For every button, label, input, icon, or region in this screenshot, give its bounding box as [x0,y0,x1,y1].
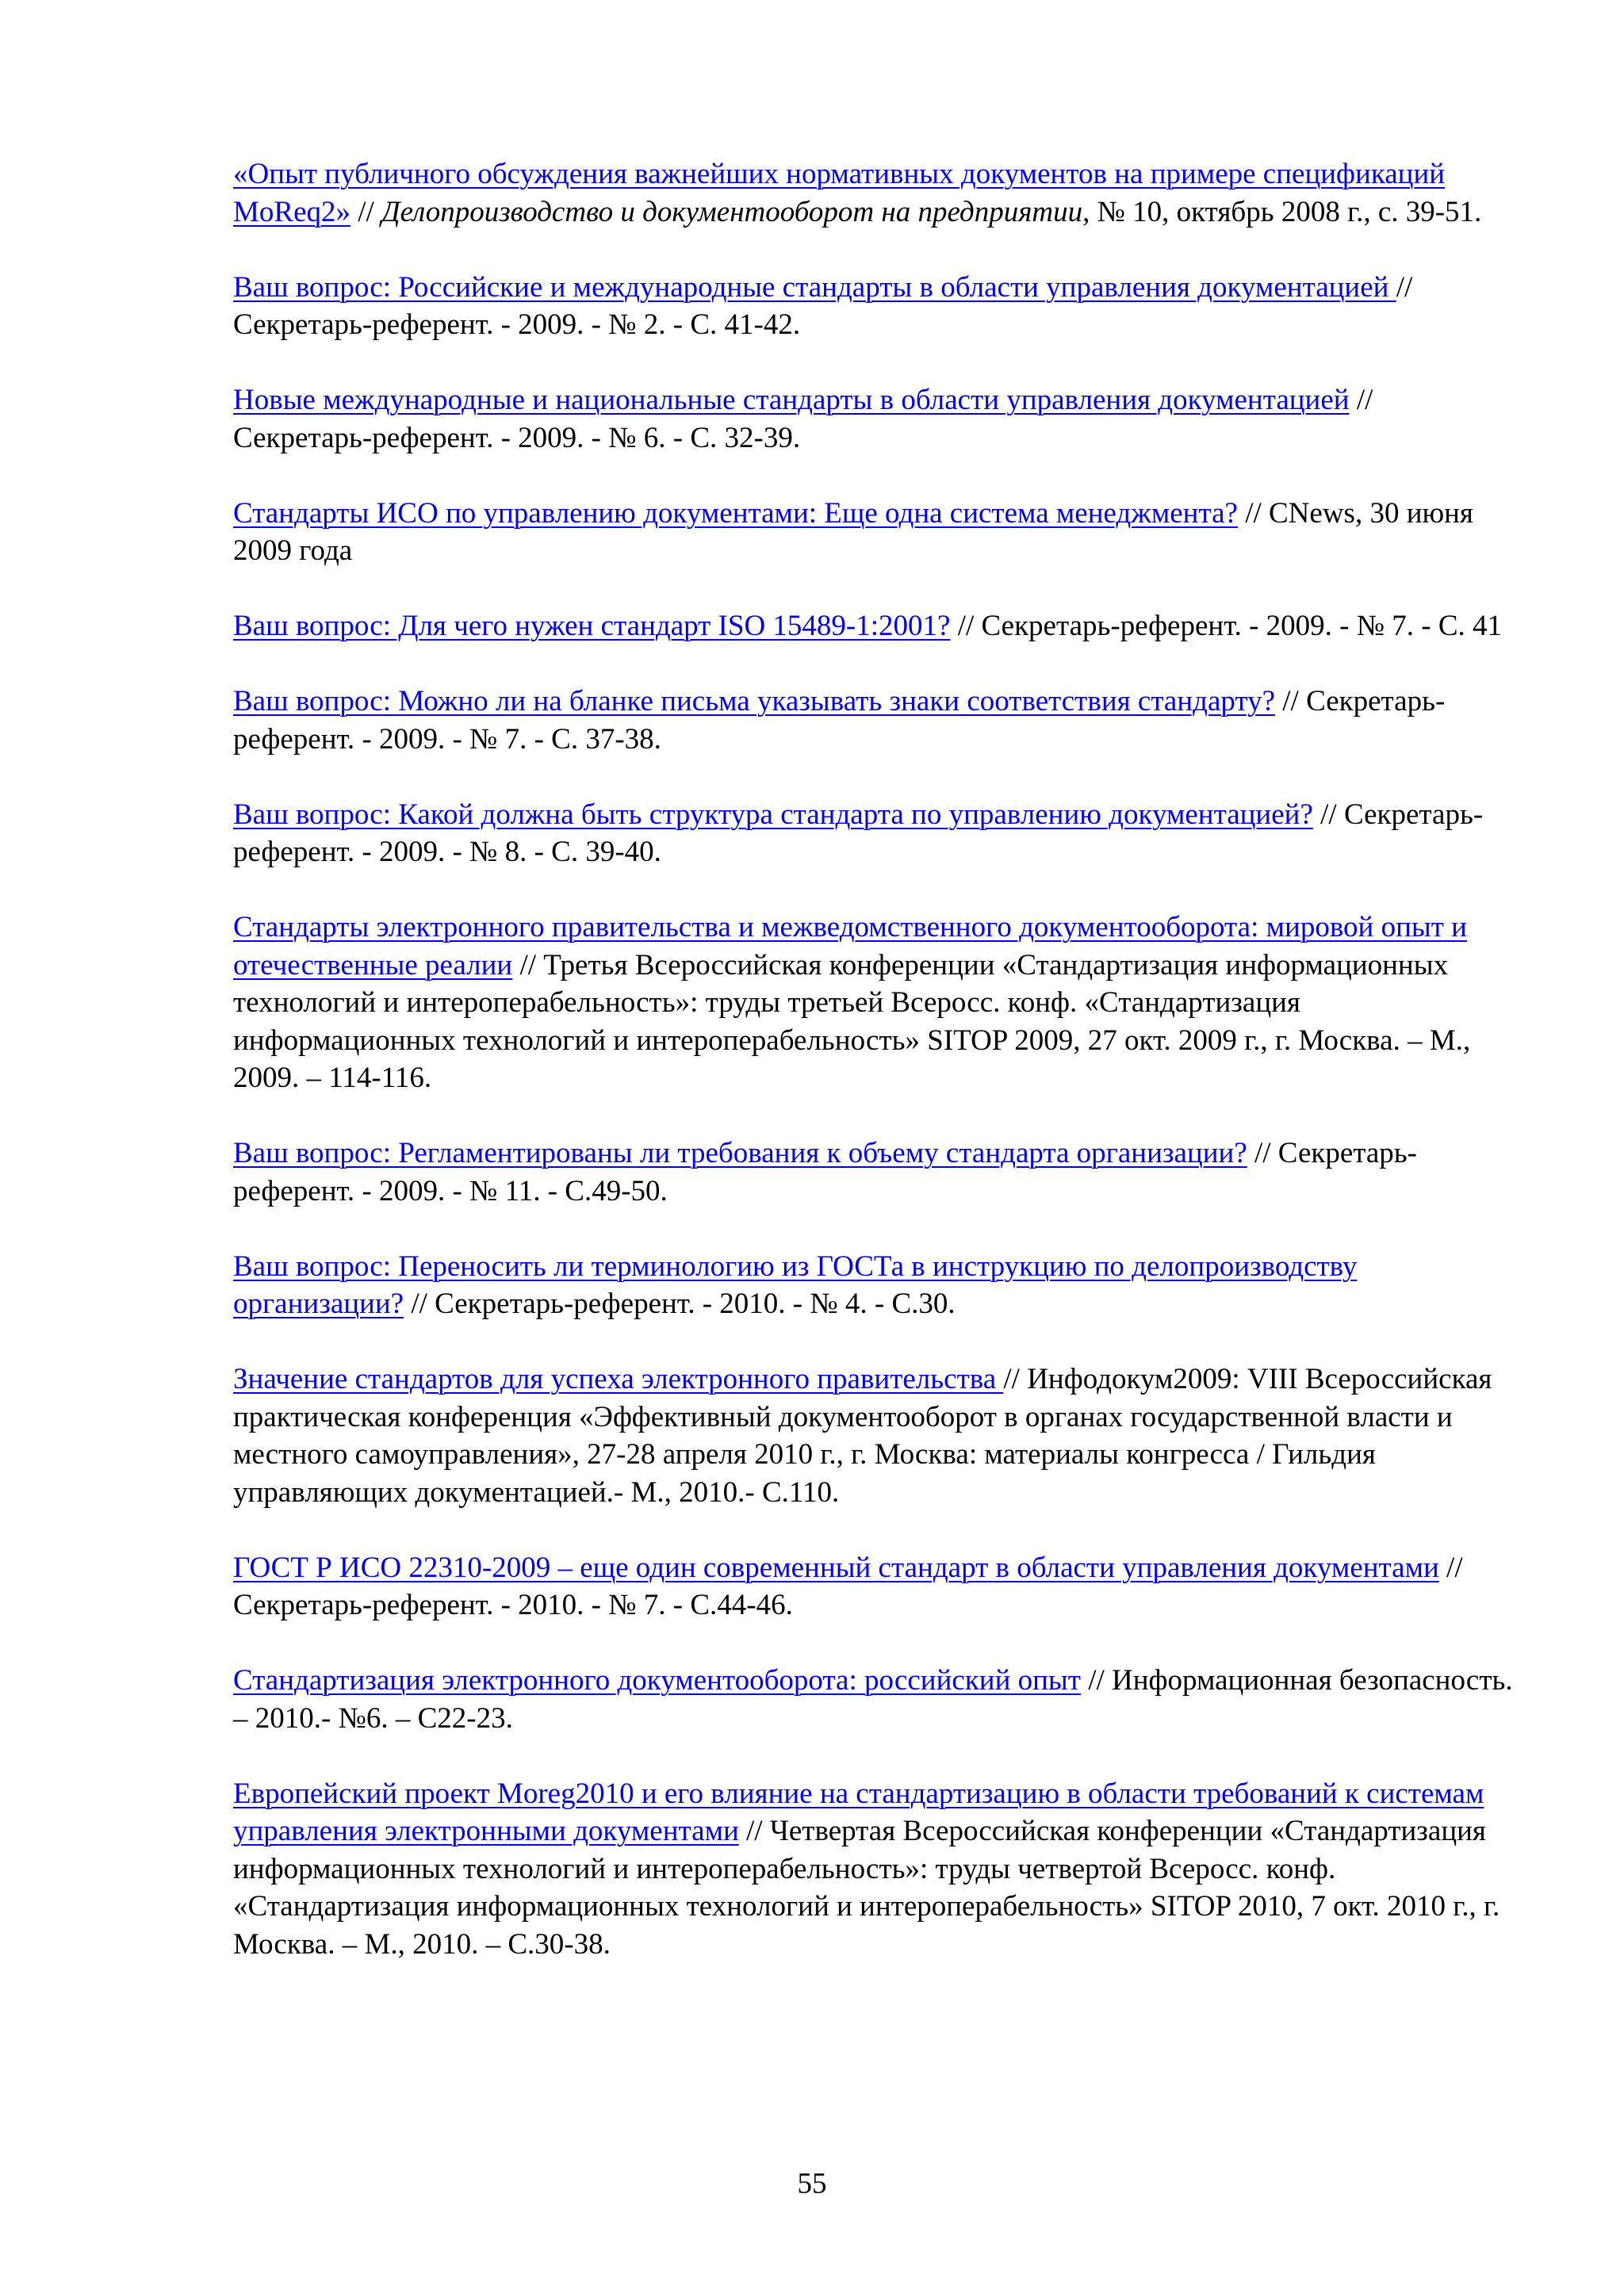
reference-item [233,1135,1518,1210]
reference-link[interactable]: «Опыт публичного обсуждения важнейших нормативных документов на примере спецификаций MoReq2» [233,158,1446,228]
reference-text: // Секретарь-референт. - 2010. - № 7. - С.44-46. [233,1551,1463,1621]
reference-text: // Секретарь-референт. - 2010. - № 4. - С.30. [404,1288,956,1320]
reference-text: // Четвертая Всероссийская конференции «Стандартизация информационных технологий и интероперабельность»: труды четвертой Всеросс. конф. «Стандартизация информационных технологий и интероперабельность» SITOP 2010, 7 окт. 2010 г., г. Москва. – М., 2010. – С.30-38. [233,1815,1500,1961]
reference-text-tail: , № 10, октябрь 2008 г., с. 39-51. [1082,195,1482,228]
reference-item [233,381,1518,457]
reference-item [233,1248,1518,1323]
reference-item [233,607,1518,645]
reference-text: // Информационная безопасность. – 2010.- №6. – С22-23. [233,1664,1513,1735]
page-number: 55 [797,2168,827,2200]
reference-source-italic: Делопроизводство и документооборот на предприятии [381,195,1083,228]
reference-text: // CNews, 30 июня 2009 года [233,496,1473,567]
reference-item [233,796,1518,871]
reference-link[interactable]: Ваш вопрос: Какой должна быть структура стандарта по управлению документацией? [233,798,1313,831]
reference-link[interactable]: Стандарты электронного правительства и межведомственного документооборота: мировой опыт и отечественные реалии [233,911,1467,982]
reference-text: // [350,195,382,228]
reference-link[interactable]: Ваш вопрос: Регламентированы ли требования к объему стандарта организации? [233,1137,1247,1169]
reference-link[interactable]: Ваш вопрос: Переносить ли терминологию из ГОСТа в инструкцию по делопроизводству организации? [233,1249,1358,1320]
reference-item [233,909,1518,1097]
reference-link[interactable]: Стандартизация электронного документооборота: российский опыт [233,1664,1081,1697]
reference-text: // Секретарь-референт. - 2009. - № 7. - С. 37-38. [233,685,1446,756]
reference-link[interactable]: Европейский проект Moreg2010 и его влияние на стандартизацию в области требований к системам управления электронными документами [233,1777,1484,1847]
reference-item [233,269,1518,344]
reference-text: // Секретарь-референт. - 2009. - № 8. - С. 39-40. [233,798,1484,868]
reference-item [233,1549,1518,1624]
reference-item [233,1662,1518,1737]
reference-list [233,155,1518,2001]
reference-text: // Секретарь-референт. - 2009. - № 2. - С. 41-42. [233,270,1413,341]
reference-link[interactable]: Стандарты ИСО по управлению документами: Еще одна система менеджмента? [233,496,1238,530]
reference-text: // Секретарь-референт. - 2009. - № 11. - С.49-50. [233,1137,1417,1207]
reference-text: // Инфодокум2009: VIII Всероссийская практическая конференция «Эффективный документооборот в органах государственной власти и местного самоуправления», 27-28 апреля 2010 г., г. Москва: материалы конгресса / Гильдия управляющих документацией.- М., 2010.- С.110. [233,1363,1492,1509]
reference-item [233,155,1518,231]
reference-item [233,1775,1518,1964]
reference-link[interactable]: Ваш вопрос: Можно ли на бланке письма указывать знаки соответствия стандарту? [233,685,1276,718]
reference-link[interactable]: Значение стандартов для успеха электронного правительства [233,1363,1004,1395]
reference-text: // Секретарь-референт. - 2009. - № 7. - С. 41 [950,610,1503,642]
reference-item [233,1360,1518,1511]
reference-item [233,495,1518,570]
reference-link[interactable]: ГОСТ Р ИСО 22310-2009 – еще один современный стандарт в области управления документами [233,1551,1439,1584]
reference-link[interactable]: Ваш вопрос: Для чего нужен стандарт ISO 15489-1:2001? [233,610,951,642]
reference-link[interactable]: Новые международные и национальные стандарты в области управления документацией [233,384,1350,416]
reference-item [233,683,1518,758]
reference-text: // Секретарь-референт. - 2009. - № 6. - С. 32-39. [233,384,1373,454]
reference-link[interactable]: Ваш вопрос: Российские и международные стандарты в области управления документацией [233,270,1396,304]
reference-text: // Третья Всероссийская конференции «Стандартизация информационных технологий и интероперабельность»: труды третьей Всеросс. конф. «Стандартизация информационных технологий и интероперабельность» SITOP 2009, 27 окт. 2009 г., г. Москва. – М., 2009. – 114-116. [233,948,1471,1094]
